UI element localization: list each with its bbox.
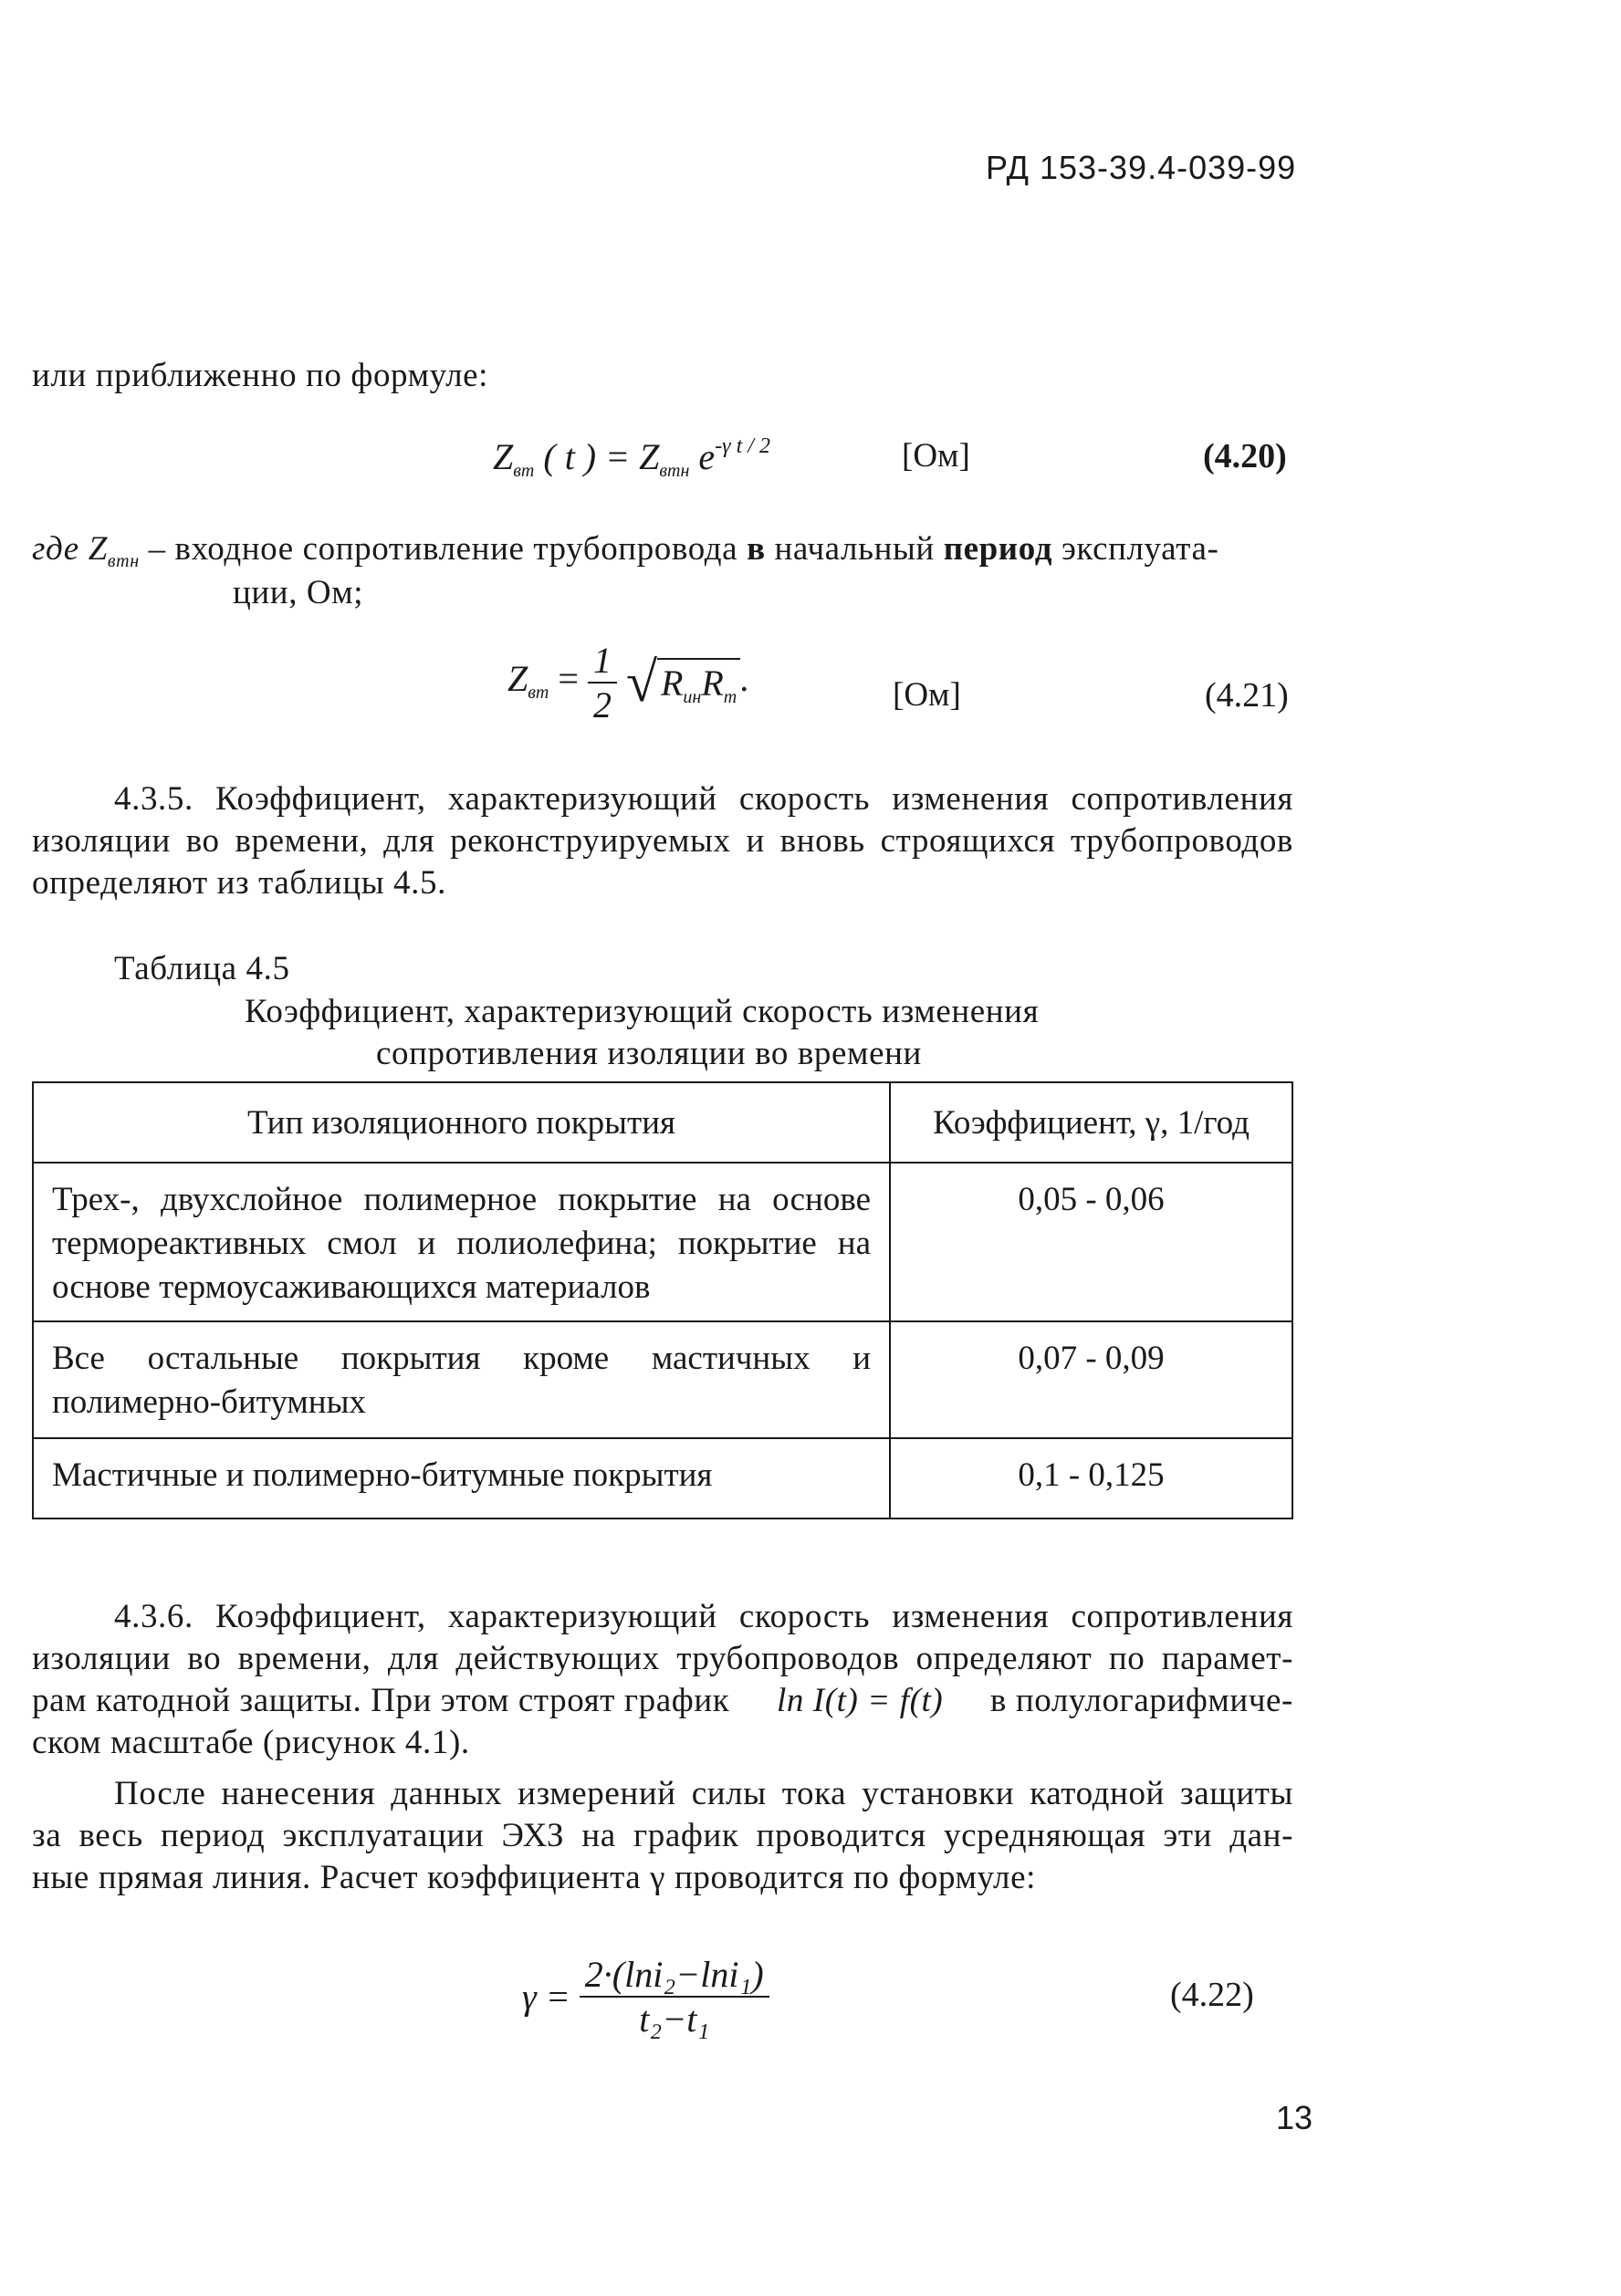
- formula-4-21-r2-sub: т: [723, 686, 737, 707]
- para-after-line-3: ные прямая линия. Расчет коэффициента γ проводится по формуле:: [32, 1859, 1036, 1896]
- table-cell-type: Все остальные покрытия кроме мастичных и полимерно-битумных: [33, 1321, 890, 1438]
- where-prefix: где: [32, 530, 79, 568]
- formula-4-20: [493, 434, 770, 482]
- para-4-3-6-line-2: изоляции во времени, для действующих трубопроводов определяют по парамет-: [32, 1640, 1293, 1677]
- formula-4-20-exponent: -γ t / 2: [715, 434, 770, 458]
- table-cell-type: Мастичные и полимерно-битумные покрытия: [33, 1438, 890, 1518]
- formula-4-21-sqrt: [626, 651, 740, 715]
- table-row: [33, 1163, 1292, 1321]
- para-after-line-1: После нанесения данных измерений силы тока установки катодной защиты: [114, 1775, 1293, 1812]
- coefficient-table: [32, 1081, 1293, 1519]
- formula-4-21-z-sub: вт: [528, 683, 549, 704]
- formula-4-21-eq: =: [558, 658, 579, 700]
- formula-4-21-unit: [Ом]: [893, 676, 961, 714]
- para-4-3-6-formula: ln I(t) = f(t): [776, 1682, 944, 1719]
- table-header-type: Тип изоляционного покрытия: [33, 1082, 890, 1163]
- formula-4-22-den: t₂−t₁: [639, 1999, 710, 2040]
- formula-4-20-unit: [Ом]: [902, 437, 970, 475]
- para-4-3-5-line-1: 4.3.5. Коэффициент, характеризующий скорость изменения сопротивления: [114, 780, 1293, 818]
- para-after-line-2: за весь период эксплуатации ЭХЗ на график проводится усредняющая эти дан-: [32, 1817, 1293, 1854]
- formula-4-20-rhs-e: e: [698, 436, 716, 477]
- formula-4-22-lhs: γ =: [522, 1976, 570, 2018]
- formula-4-20-rhs-z: Z: [639, 436, 660, 477]
- table-label: Таблица 4.5: [114, 950, 290, 987]
- intro-line: или приближенно по формуле:: [32, 357, 489, 394]
- formula-4-21-r1: R: [660, 662, 684, 704]
- table-header-coefficient: Коэффициент, γ, 1/год: [890, 1082, 1292, 1163]
- formula-4-20-lhs-sub: вт: [513, 461, 535, 481]
- formula-4-20-rhs-sub: втн: [659, 461, 690, 481]
- where-bold-2: период: [943, 530, 1053, 568]
- table-header-row: [33, 1082, 1292, 1163]
- table-cell-value: 0,07 - 0,09: [890, 1321, 1292, 1438]
- page-number: 13: [1276, 2099, 1313, 2136]
- formula-4-22-num: 2·(lni₂−lni₁): [580, 1953, 769, 1998]
- formula-4-21-number: (4.21): [1205, 676, 1289, 715]
- sqrt-sign-icon: √: [625, 651, 657, 714]
- where-line-1: [32, 529, 1218, 572]
- where-z-sub: втн: [107, 551, 140, 571]
- where-z: Z: [88, 530, 108, 568]
- formula-4-21-frac-den: 2: [592, 684, 612, 725]
- where-text-c: эксплуата-: [1061, 530, 1219, 568]
- para-4-3-6-line-4: ском масштабе (рисунок 4.1).: [32, 1724, 470, 1761]
- where-text-b: начальный: [774, 530, 935, 568]
- where-line-2: ции, Ом;: [233, 574, 364, 611]
- where-text-a: – входное сопротивление трубопровода: [148, 530, 738, 568]
- where-bold-1: в: [747, 530, 766, 568]
- formula-4-21-frac-num: 1: [588, 639, 617, 684]
- formula-4-21: [507, 639, 749, 726]
- formula-4-21-radicand: [657, 658, 740, 708]
- table-cell-value: 0,05 - 0,06: [890, 1163, 1292, 1321]
- para-4-3-5-line-3: определяют из таблицы 4.5.: [32, 864, 446, 902]
- formula-4-22-fraction: [580, 1953, 769, 2040]
- formula-4-20-lhs-z: Z: [493, 436, 514, 477]
- table-caption-line-2: сопротивления изоляции во времени: [376, 1035, 922, 1072]
- formula-4-20-number: (4.20): [1203, 437, 1287, 475]
- table-caption-line-1: Коэффициент, характеризующий скорость изменения: [245, 993, 1040, 1030]
- formula-4-20-lhs-arg: ( t ) =: [543, 436, 631, 477]
- formula-4-21-dot: .: [740, 658, 750, 700]
- formula-4-22: [522, 1953, 769, 2040]
- formula-4-21-z: Z: [507, 658, 528, 700]
- table-cell-type: Трех-, двухслойное полимерное покрытие на основе термореактивных смол и полиолефина; покрытие на основе термоусаживающихся материалов: [33, 1163, 890, 1321]
- para-4-3-6-line-3-b: в полулогарифмиче-: [989, 1682, 1293, 1719]
- table-cell-value: 0,1 - 0,125: [890, 1438, 1292, 1518]
- document-code: РД 153-39.4-039-99: [986, 149, 1297, 186]
- formula-4-22-number: (4.22): [1170, 1976, 1254, 2014]
- table-row: [33, 1321, 1292, 1438]
- para-4-3-6-line-3-a: рам катодной защиты. При этом строят график: [32, 1682, 730, 1719]
- para-4-3-6-line-1: 4.3.6. Коэффициент, характеризующий скорость изменения сопротивления: [114, 1598, 1293, 1635]
- para-4-3-5-line-2: изоляции во времени, для реконструируемых и вновь строящихся трубопроводов: [32, 822, 1293, 860]
- formula-4-21-r2: R: [701, 662, 724, 704]
- formula-4-21-fraction: [588, 639, 617, 726]
- formula-4-21-r1-sub: ин: [683, 686, 702, 707]
- table-row: [33, 1438, 1292, 1518]
- para-4-3-6-line-3: [32, 1681, 1293, 1720]
